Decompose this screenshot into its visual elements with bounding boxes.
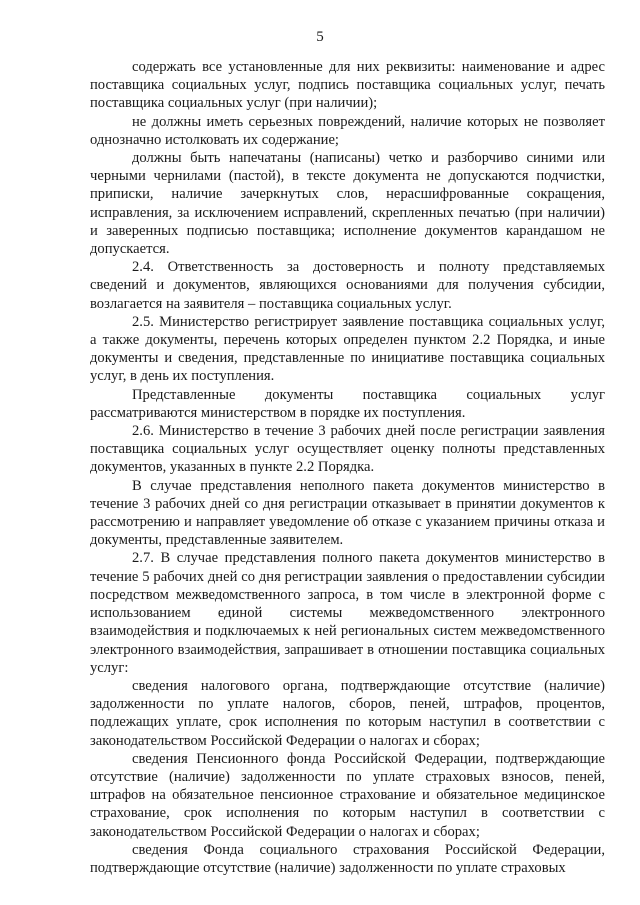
document-body bbox=[90, 58, 605, 877]
paragraph: сведения Фонда социального страхования Российской Федерации, подтверждающие отсутствие (наличие) задолженности по уплате страховых bbox=[90, 841, 605, 876]
paragraph: не должны иметь серьезных повреждений, наличие которых не позволяет однозначно истолковать их содержание; bbox=[90, 113, 605, 148]
paragraph: 2.6. Министерство в течение 3 рабочих дней после регистрации заявления поставщика социальных услуг осуществляет оценку полноты представленных документов, указанных в пункте 2.2 Порядка. bbox=[90, 423, 605, 476]
paragraph: Представленные документы поставщика социальных услуг рассматриваются министерством в порядке их поступления. bbox=[90, 386, 605, 421]
paragraph: 2.4. Ответственность за достоверность и полноту представляемых сведений и документов, являющихся основаниями для получения субсидии, возлагается на заявителя – поставщика социальных услуг. bbox=[90, 259, 605, 312]
paragraph: В случае представления неполного пакета документов министерство в течение 3 рабочих дней со дня регистрации отказывает в принятии документов к рассмотрению и направляет уведомление об отказе с указанием причины отказа и документы, представленные заявителем. bbox=[90, 477, 605, 549]
paragraph: сведения Пенсионного фонда Российской Федерации, подтверждающие отсутствие (наличие) задолженности по уплате страховых взносов, пеней, штрафов на обязательное пенсионное страхование и обязательное медицинское страхование, срок исполнения по которым наступил в соответствии с законодательством Российской Федерации о налогах и сборах; bbox=[90, 750, 605, 840]
page-number: 5 bbox=[316, 29, 324, 45]
paragraph: сведения налогового органа, подтверждающие отсутствие (наличие) задолженности по уплате налогов, сборов, пеней, штрафов, процентов, подлежащих уплате, срок исполнения по которым наступил в соответствии с законодательством Российской Федерации о налогах и сборах; bbox=[90, 677, 605, 749]
paragraph: должны быть напечатаны (написаны) четко и разборчиво синими или черными чернилами (пастой), в тексте документа не допускаются подчистки, приписки, наличие зачеркнутых слов, нерасшифрованные сокращения, исправления, за исключением исправлений, скрепленных печатью (при наличии) и заверенных подписью поставщика; исполнение документов карандашом не допускается. bbox=[90, 150, 605, 258]
paragraph: 2.7. В случае представления полного пакета документов министерство в течение 5 рабочих дней со дня регистрации заявления о предоставлении субсидии посредством межведомственного запроса, в том числе в электронной форме с использованием единой системы межведомственного электронного взаимодействия и подключаемых к ней региональных систем межведомственного электронного взаимодействия, запрашивает в отношении поставщика социальных услуг: bbox=[90, 550, 605, 676]
paragraph: 2.5. Министерство регистрирует заявление поставщика социальных услуг, а также документы, перечень которых определен пунктом 2.2 Порядка, и иные документы и сведения, представленные по инициативе поставщика социальных услуг, в день их поступления. bbox=[90, 313, 605, 385]
paragraph: содержать все установленные для них реквизиты: наименование и адрес поставщика социальных услуг, подпись поставщика социальных услуг, печать поставщика социальных услуг (при наличии); bbox=[90, 59, 605, 112]
